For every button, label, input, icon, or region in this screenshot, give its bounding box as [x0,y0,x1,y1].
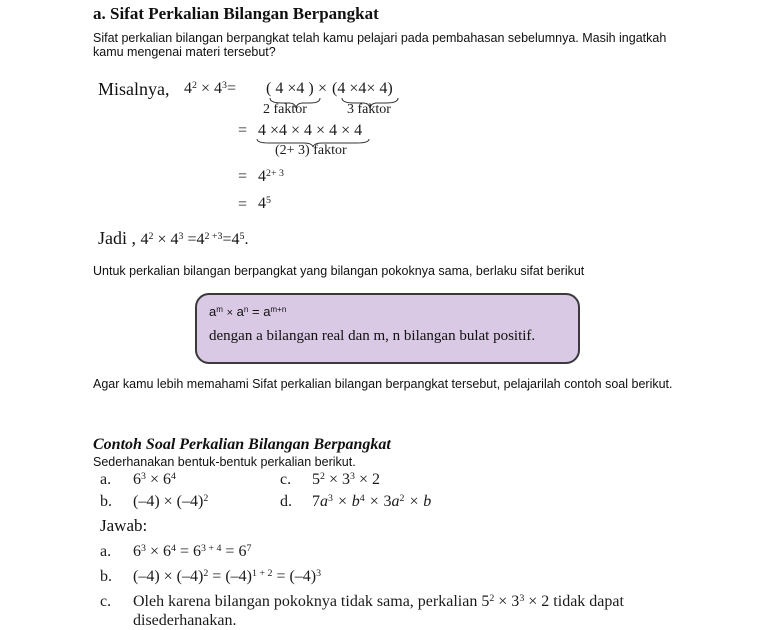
answer-c: Oleh karena bilangan pokoknya tidak sama, perkalian $5^2 \times 3^3 \times 2$ tidak dapat [133,592,624,610]
example-instruction: Sederhanakan bentuk-bentuk perkalian berikut. [93,455,356,469]
jadi-conclusion: Jadi , $4^2 \times 4^3 =4^{2 +3}=4^5$. [98,228,249,248]
faktor-label-2: 2 faktor [263,102,307,117]
expanded-product: 4 ×4 × 4 × 4 × 4 [258,122,363,139]
section-title: a. Sifat Perkalian Bilangan Berpangkat [93,4,379,23]
question-d: $7a^3 \times b^4 \times 3a^2 \times b$ [312,492,432,510]
equals-3: = [238,168,248,185]
jawab-label: Jawab: [100,516,148,535]
answer-a-label: a. [100,543,112,560]
faktor-label-3: 3 faktor [347,102,391,117]
faktor-label-combined: (2+ 3) faktor [275,143,347,158]
answer-a: $6^3 \times 6^4 = 6^{3 + 4} = 6^7$ [133,542,252,560]
times-sign: × [318,80,328,97]
answer-b-label: b. [100,568,112,585]
answer-c-line2: disederhanakan. [133,612,237,629]
example-lhs: $4^2 \times 4^3=$ [184,79,236,97]
question-b-label: b. [100,493,112,510]
answer-b: $(-4) \times (-4)^2 = (-4)^{1 + 2} = (-4)^3$ [133,567,322,585]
question-a: $6^3 \times 6^4$ [133,470,176,488]
example-title: Contoh Soal Perkalian Bilangan Berpangkat [93,436,391,453]
question-c: $5^2 \times 3^3 \times 2$ [312,470,380,488]
intro-paragraph: Sifat perkalian bilangan berpangkat telah kamu pelajari pada pembahasan sebelumnya. Masih ingatkah kamu mengenai materi tersebut? [93,31,667,59]
question-b: $(-4) \times (-4)^2$ [133,492,209,510]
power-result: $4^5$ [258,194,271,212]
question-c-label: c. [280,471,292,488]
question-d-label: d. [280,493,292,510]
question-a-label: a. [100,471,112,488]
rule-description: dengan a bilangan real dan m, n bilangan bulat positif. [209,328,536,344]
practice-intro: Agar kamu lebih memahami Sifat perkalian bilangan berpangkat tersebut, pelajarilah contoh soal berikut. [93,377,673,391]
rule-formula: $a^m \times a^n = a^{m+n}$ [209,304,287,319]
rule-intro: Untuk perkalian bilangan berpangkat yang bilangan pokoknya sama, berlaku sifat berikut [93,264,585,278]
equals-2: = [238,122,248,139]
group-three-factor: (4 ×4× 4) [332,80,393,97]
equals-4: = [238,196,248,213]
group-two-factor: ( 4 ×4 ) [266,80,314,97]
answer-c-label: c. [100,593,112,610]
power-sum: $4^{2+ 3}$ [258,167,284,185]
rule-box [195,293,580,364]
misalnya-label: Misalnya, [98,79,170,99]
